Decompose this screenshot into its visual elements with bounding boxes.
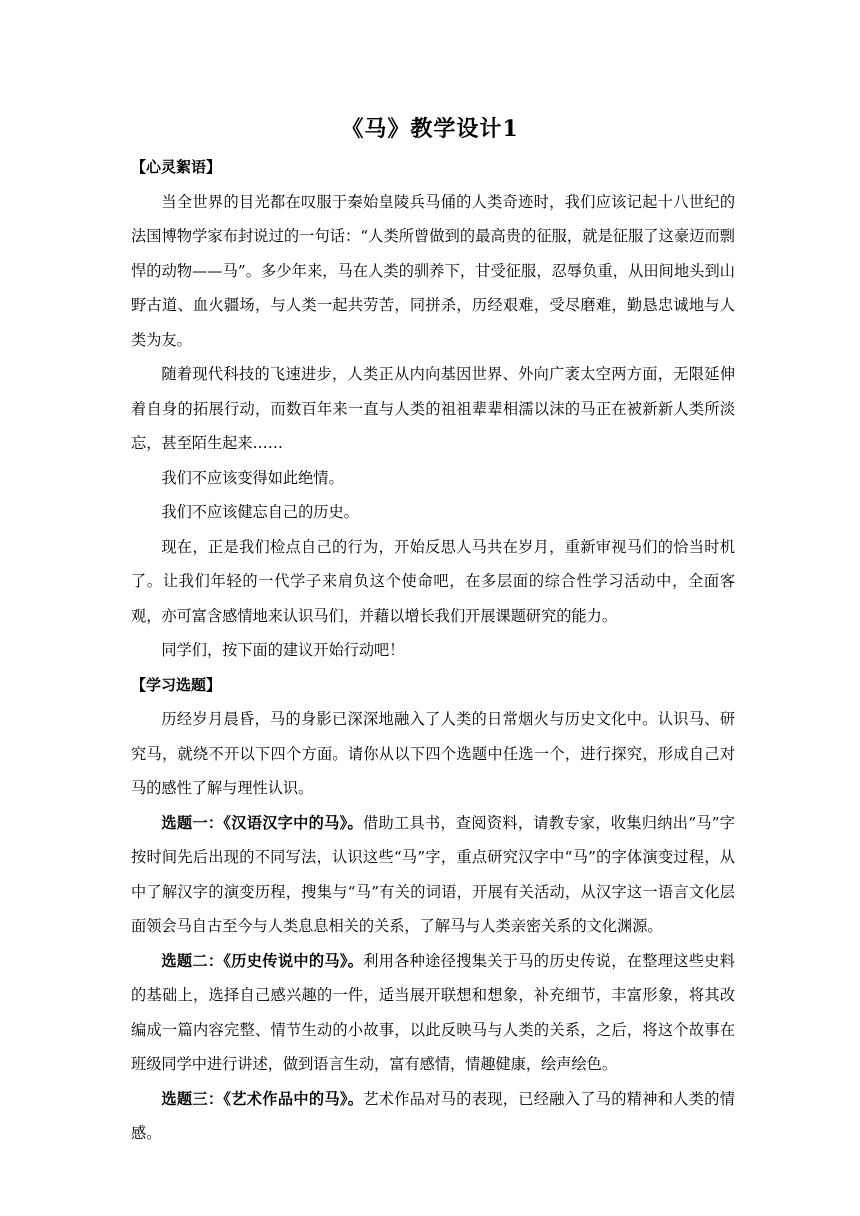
paragraph: 我们不应该变得如此绝情。 bbox=[161, 468, 344, 487]
topic-text: 利用各种途径搜集关于马的历史传说，在整理这些史料的基础上，选择自己感兴趣的一件，适当展开联想和想象，补充细节，丰富形象，将其改编成一篇内容完整、情节生动的小故事，以此反映马与人类的关系，之后，将这个故事在班级同学中进行讲述，做到语言生动，富有感情，情趣健康，绘声绘色。 bbox=[131, 951, 735, 1073]
topic-lead: 选题一：《汉语汉字中的马》。 bbox=[161, 813, 363, 832]
paragraph: 我们不应该健忘自己的历史。 bbox=[161, 503, 359, 521]
topic-lead: 选题三：《艺术作品中的马》。 bbox=[161, 1089, 364, 1108]
paragraph: 历经岁月晨昏，马的身影已深深地融入了人类的日常烟火与历史文化中。认识马、研究马，就绕不开以下四个方面。请你从以下四个选题中任选一个，进行探究，形成自己对马的感性了解与理性认识。 bbox=[131, 710, 735, 797]
topic-paragraph bbox=[131, 1082, 735, 1151]
topic-lead: 选题二：《历史传说中的马》。 bbox=[161, 951, 364, 970]
section-heading-study-topics: 【学习选题】 bbox=[131, 675, 222, 694]
paragraph: 现在，正是我们检点自己的行为，开始反思人马共在岁月，重新审视马们的恰当时机了。让我们年轻的一代学子来肩负这个使命吧，在多层面的综合性学习活动中，全面客观，亦可富含感情地来认识马们，并藉以增长我们开展课题研究的能力。 bbox=[131, 537, 735, 625]
document-body bbox=[131, 150, 735, 1151]
paragraph: 同学们，按下面的建议开始行动吧！ bbox=[161, 641, 405, 659]
paragraph: 随着现代科技的飞速进步，人类正从内向基因世界、外向广袤太空两方面，无限延伸着自身的拓展行动，而数百年来一直与人类的祖祖辈辈相濡以沫的马正在被新新人类所淡忘，甚至陌生起来…… bbox=[131, 365, 735, 452]
document-title: 《马》教学设计1 bbox=[341, 116, 519, 142]
paragraph: 当全世界的目光都在叹服于秦始皇陵兵马俑的人类奇迹时，我们应该记起十八世纪的法国博物学家布封说过的一句话：“人类所曾做到的最高贵的征服，就是征服了这豪迈而剽悍的动物——马”。多少年来，马在人类的驯养下，甘受征服，忍辱负重，从田间地头到山野古道、血火疆场，与人类一起共劳苦，同拼杀，历经艰难，受尽磨难，勤恳忠诚地与人类为友。 bbox=[131, 192, 735, 349]
topic-paragraph bbox=[131, 806, 735, 944]
topic-text: 艺术作品对马的表现，已经融入了马的精神和人类的情感。 bbox=[131, 1089, 735, 1142]
topic-paragraph bbox=[131, 944, 735, 1082]
topic-text: 借助工具书，查阅资料，请教专家，收集归纳出“马”字按时间先后出现的不同写法，认识这些“马”字，重点研究汉字中“马”的字体演变过程，从中了解汉字的演变历程，搜集与“马”有关的词语，开展有关活动，从汉字这一语言文化层面领会马自古至今与人类息息相关的关系，了解马与人类亲密关系的文化渊源。 bbox=[131, 813, 735, 935]
section-heading-heart-words: 【心灵絮语】 bbox=[131, 158, 222, 176]
